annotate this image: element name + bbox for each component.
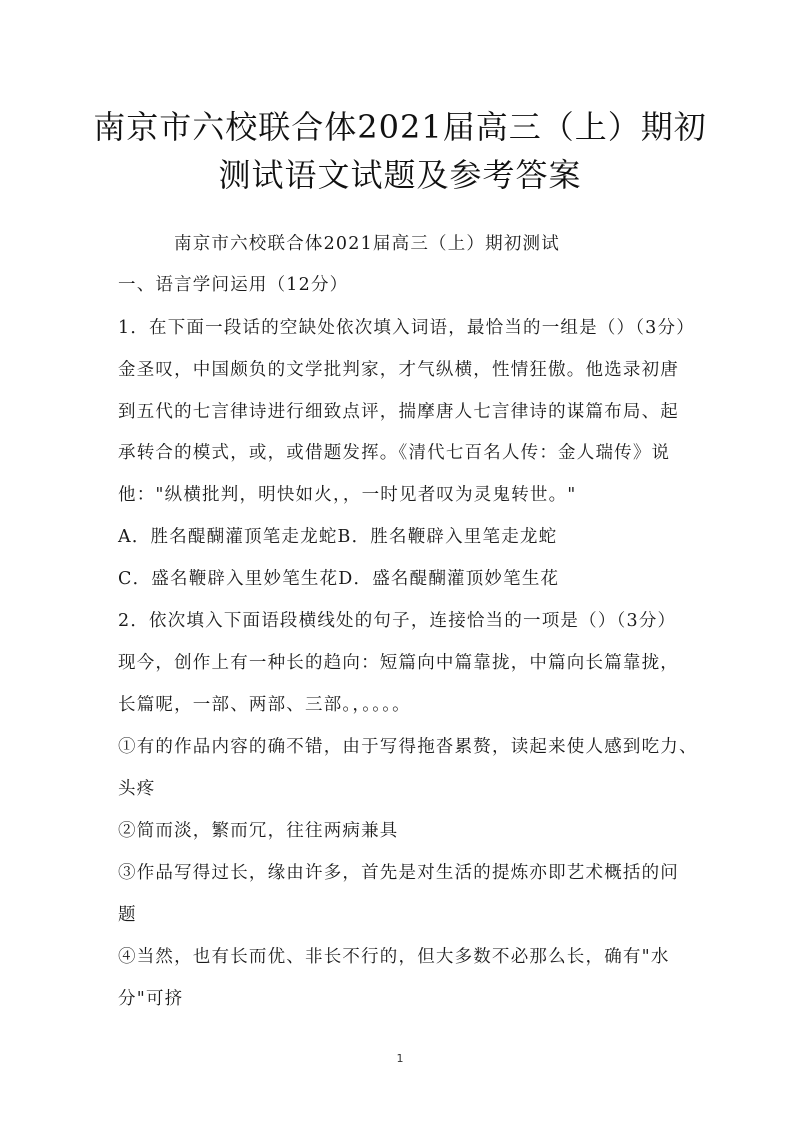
sentence-option-2: ②简而淡，繁而冗，往往两病兼具 — [118, 821, 399, 841]
sentence-option-3: ③作品写得过长，缘由许多，首先是对生活的提炼亦即艺术概括的问 — [118, 863, 679, 883]
section-heading: 一、语言学问运用（12分） — [118, 275, 349, 295]
passage-line: 现今，创作上有一种长的趋向：短篇向中篇靠拢，中篇向长篇靠拢， — [118, 653, 679, 673]
passage-line: 长篇呢，一部、两部、三部。，。。。。 — [118, 695, 411, 715]
sentence-option-4-continued: 分"可挤 — [118, 989, 184, 1009]
passage-line: 金圣叹，中国颇负的文学批判家，才气纵横，性情狂傲。他选录初唐 — [118, 360, 679, 380]
sentence-option-1-continued: 头疼 — [118, 779, 156, 799]
question-1-stem: 1．在下面一段话的空缺处依次填入词语，最恰当的一组是（）（3分） — [118, 318, 695, 338]
passage-line: 到五代的七言律诗进行细致点评，揣摩唐人七言律诗的谋篇布局、起 — [118, 402, 679, 422]
passage-line: 他："纵横批判，明快如火，，一时见者叹为灵鬼转世。" — [118, 485, 577, 505]
answer-options-ab: A．胜名醍醐灌顶笔走龙蛇B．胜名鞭辟入里笔走龙蛇 — [118, 527, 558, 547]
page-number: 1 — [396, 1052, 404, 1065]
sentence-option-3-continued: 题 — [118, 905, 137, 925]
exam-subtitle: 南京市六校联合体2021届高三（上）期初测试 — [174, 234, 560, 254]
document-title-line-2: 测试语文试题及参考答案 — [218, 156, 582, 194]
sentence-option-4: ④当然，也有长而优、非长不行的，但大多数不必那么长，确有"水 — [118, 947, 670, 967]
question-2-stem: 2．依次填入下面语段横线处的句子，连接恰当的一项是（）（3分） — [118, 611, 677, 631]
passage-line: 承转合的模式，或，或借题发挥。《清代七百名人传：金人瑞传》说 — [118, 443, 671, 463]
sentence-option-1: ①有的作品内容的确不错，由于写得拖沓累赘，读起来使人感到吃力、 — [118, 737, 698, 757]
document-title-line-1: 南京市六校联合体2021届高三（上）期初 — [93, 108, 707, 146]
answer-options-cd: C．盛名鞭辟入里妙笔生花D．盛名醍醐灌顶妙笔生花 — [118, 569, 560, 589]
